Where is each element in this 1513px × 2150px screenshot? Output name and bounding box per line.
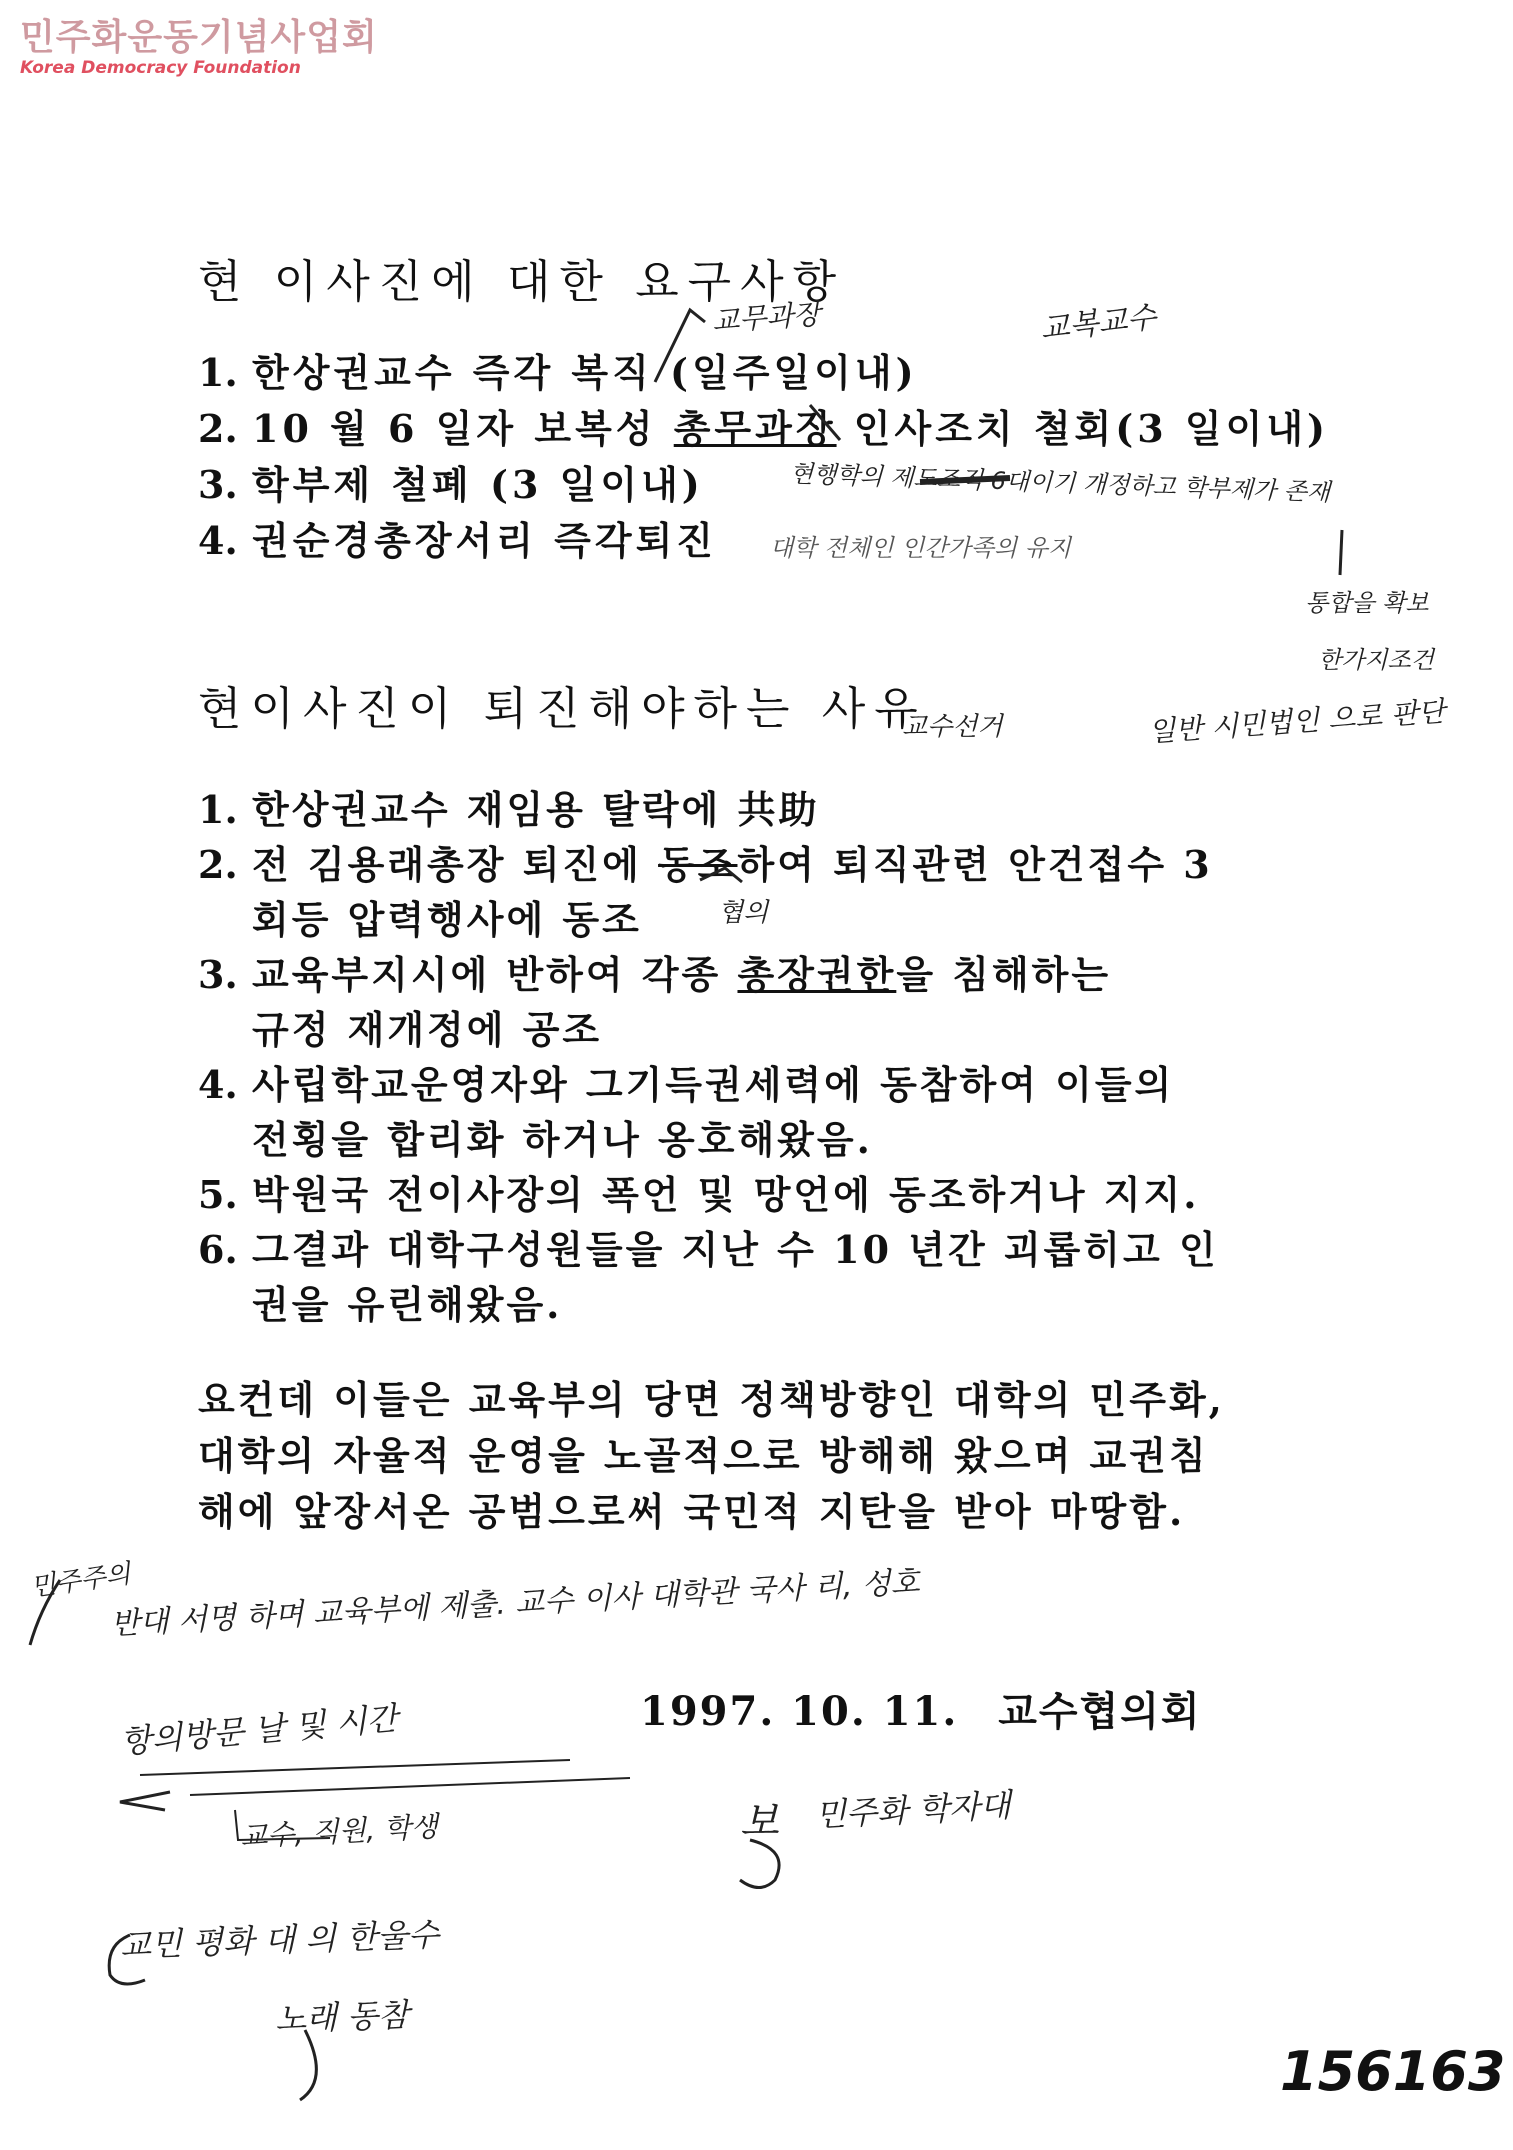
handwritten-note: 교복교수: [1038, 300, 1158, 347]
logo-korean: 민주화운동기념사업회: [20, 17, 378, 58]
handwritten-note: 반대 서명 하며 교육부에 제출. 교수 이사 대학관 국사 리, 성호: [109, 1564, 921, 1643]
handwritten-note: 노래 동참: [274, 1995, 410, 2039]
reason-item: 1. 한상권교수 재임용 탈락에 共助: [198, 787, 820, 832]
handwritten-note: 교수, 직원, 학생: [239, 1809, 439, 1854]
demand-item: 1. 한상권교수 즉각 복직 (일주일이내): [198, 350, 918, 395]
struck-text: 동조: [658, 842, 738, 887]
underlined-text: 총장권한: [737, 952, 897, 997]
handwritten-note: 대학 전체인 인간가족의 유지: [770, 534, 1072, 562]
signature-org: 교수협의회: [998, 1688, 1202, 1735]
page-number: 156163: [1280, 2040, 1506, 2103]
signature-date: 1997. 10. 11.: [640, 1688, 959, 1735]
handwritten-note: 한가지조건: [1318, 646, 1434, 674]
demand-item: 4. 권순경총장서리 즉각퇴진: [198, 518, 718, 563]
handwritten-note: 통합을 확보: [1305, 589, 1429, 617]
handwritten-note: 교무과장: [711, 297, 822, 338]
demand-item: 3. 학부제 철폐 (3 일이내): [198, 462, 704, 507]
reason-item: 3. 교육부지시에 반하여 각종 총장권한을 침해하는 규정 재개정에 공조: [198, 952, 1112, 1052]
demand-item: 2. 10 월 6 일자 보복성 총무과장 인사조치 철회(3 일이내): [198, 406, 1330, 451]
reason-item: 2. 전 김용래총장 퇴진에 동조하여 퇴직관련 안건접수 3 회등 압력행사에 동조: [198, 842, 1213, 942]
handwritten-note: 일반 시민법인 으로 판단: [1147, 694, 1447, 749]
handwritten-note: 항의방문 날 및 시간: [119, 1698, 400, 1762]
summary-line: 해에 앞장서온 공범으로써 국민적 지탄을 받아 마땅함.: [198, 1489, 1186, 1534]
handwritten-note: 민주화 학자대: [814, 1785, 1012, 1835]
demands-title: 현 이사진에 대한 요구사항: [198, 255, 846, 308]
handwritten-note: 보: [740, 1799, 779, 1845]
handwritten-note: 협의: [718, 898, 769, 928]
logo-english: Korea Democracy Foundation: [20, 58, 301, 78]
handwritten-note: 민주주의: [28, 1559, 133, 1603]
reason-item: 5. 박원국 전이사장의 폭언 및 망언에 동조하거나 지지.: [198, 1172, 1200, 1217]
reasons-title: 현이사진이 퇴진해야하는 사유: [198, 682, 927, 735]
summary-line: 요컨데 이들은 교육부의 당면 정책방향인 대학의 민주화,: [198, 1377, 1225, 1422]
summary-line: 대학의 자율적 운영을 노골적으로 방해해 왔으며 교권침: [198, 1433, 1209, 1478]
handwritten-note: 현행학의 제도조직 6대이기 개정하고 학부제가 존재: [789, 459, 1331, 507]
reason-item: 4. 사립학교운영자와 그기득권세력에 동참하여 이들의 전횡을 합리화 하거나 옹호해왔음.: [198, 1062, 1175, 1162]
struck-text: 총무과장: [673, 406, 837, 451]
handwritten-note: 교수선거: [902, 712, 1003, 742]
handwritten-note: 교민 평화 대 의 한울수: [119, 1915, 440, 1965]
reason-item: 6. 그결과 대학구성원들을 지난 수 10 년간 괴롭히고 인 권을 유린해왔음.: [198, 1227, 1219, 1327]
